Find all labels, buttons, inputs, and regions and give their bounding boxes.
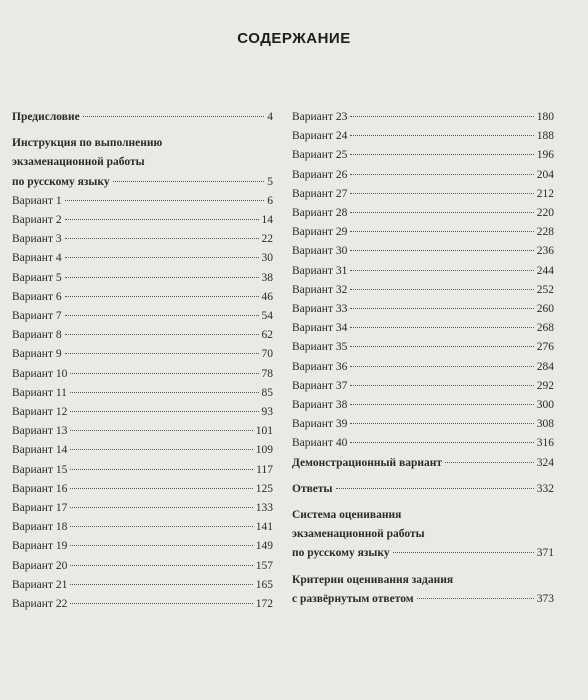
toc-entry-title: Вариант 9 xyxy=(12,348,62,361)
toc-entry-row xyxy=(12,441,273,460)
toc-entry xyxy=(292,415,554,434)
dot-leader xyxy=(350,423,533,424)
toc-page-number: 276 xyxy=(536,341,554,354)
toc-entry-row xyxy=(12,230,273,249)
toc-entry-title: Вариант 38 xyxy=(292,399,348,412)
toc-page-number: 62 xyxy=(261,329,273,342)
toc-entry-title: Вариант 31 xyxy=(292,264,348,277)
dot-leader xyxy=(445,462,534,463)
toc-entry xyxy=(292,242,554,261)
toc-entry-title: Вариант 6 xyxy=(12,290,62,303)
toc-page-number: 125 xyxy=(255,482,273,495)
toc-entry xyxy=(292,319,554,338)
toc-page-number: 5 xyxy=(267,175,273,188)
dot-leader xyxy=(350,442,533,443)
toc-entry xyxy=(12,595,273,614)
toc-entry-title: Вариант 24 xyxy=(292,130,348,143)
toc-entry xyxy=(292,434,554,453)
page-title: СОДЕРЖАНИЕ xyxy=(237,30,351,47)
toc-entry-title: Демонстрационный вариант xyxy=(292,456,442,469)
toc-entry-title: Вариант 22 xyxy=(12,598,68,611)
toc-entry xyxy=(292,300,554,319)
toc-page-number: 236 xyxy=(536,245,554,258)
toc-entry-row xyxy=(292,454,554,473)
dot-leader xyxy=(65,219,259,220)
toc-entry-row xyxy=(292,338,554,357)
dot-leader xyxy=(350,385,533,386)
toc-entry xyxy=(12,365,273,384)
dot-leader xyxy=(350,154,533,155)
toc-entry-row xyxy=(292,146,554,165)
dot-leader xyxy=(70,411,258,412)
toc-entry-row xyxy=(12,288,273,307)
toc-entry xyxy=(12,537,273,556)
dot-leader xyxy=(70,584,252,585)
toc-entry xyxy=(292,204,554,223)
toc-entry xyxy=(292,454,554,473)
toc-entry xyxy=(292,108,554,127)
toc-entry xyxy=(12,326,273,345)
toc-page-number: 316 xyxy=(536,437,554,450)
toc-entry-row xyxy=(292,281,554,300)
toc-entry-line: Инструкция по выполнению xyxy=(12,137,163,150)
toc-page-number: 133 xyxy=(255,502,273,515)
dot-leader xyxy=(70,392,259,393)
toc-entry-row xyxy=(292,319,554,338)
dot-leader xyxy=(70,545,252,546)
toc-entry xyxy=(12,249,273,268)
dot-leader xyxy=(70,526,252,527)
dot-leader xyxy=(350,231,533,232)
dot-leader xyxy=(350,346,533,347)
toc-entry xyxy=(292,262,554,281)
toc-entry-title: Вариант 36 xyxy=(292,360,348,373)
toc-entry-title: Вариант 30 xyxy=(292,245,348,258)
toc-entry-title: Ответы xyxy=(292,482,333,495)
toc-entry-title: Вариант 18 xyxy=(12,521,68,534)
toc-page-number: 101 xyxy=(255,425,273,438)
toc-entry xyxy=(12,557,273,576)
toc-entry xyxy=(12,108,273,127)
dot-leader xyxy=(83,116,265,117)
toc-entry-line: Критерии оценивания задания xyxy=(292,573,454,586)
dot-leader xyxy=(350,366,533,367)
toc-entry-title: Предисловие xyxy=(12,111,80,123)
dot-leader xyxy=(65,353,259,354)
toc-entry xyxy=(12,345,273,364)
dot-leader xyxy=(65,257,259,258)
dot-leader xyxy=(65,296,259,297)
toc-entry xyxy=(292,146,554,165)
toc-entry-line: Система оценивания xyxy=(292,509,402,522)
toc-entry-title: Вариант 37 xyxy=(292,379,348,392)
toc-page-number: 157 xyxy=(255,559,273,572)
toc-entry-title: Вариант 23 xyxy=(292,111,348,123)
toc-entry-row xyxy=(12,461,273,480)
toc-entry-row xyxy=(292,415,554,434)
toc-entry xyxy=(292,223,554,242)
toc-page-number: 300 xyxy=(536,399,554,412)
toc-entry-row xyxy=(12,557,273,576)
toc-page-number: 85 xyxy=(261,386,273,399)
toc-entry-row xyxy=(12,269,273,288)
toc-entry-row xyxy=(292,204,554,223)
dot-leader xyxy=(70,507,252,508)
toc-page-number: 141 xyxy=(255,521,273,534)
toc-entry xyxy=(292,396,554,415)
toc-page-number: 204 xyxy=(536,168,554,181)
toc-entry-row xyxy=(292,480,554,499)
toc-entry-row xyxy=(292,166,554,185)
toc-entry-title: Вариант 1 xyxy=(12,194,62,207)
toc-entry xyxy=(292,127,554,146)
toc-entry xyxy=(12,441,273,460)
toc-entry-row xyxy=(292,127,554,146)
toc-entry xyxy=(292,358,554,377)
toc-entry-row xyxy=(292,396,554,415)
toc-entry xyxy=(12,499,273,518)
toc-entry-row xyxy=(12,326,273,345)
toc-entry xyxy=(292,185,554,204)
toc-entry-title: Вариант 15 xyxy=(12,463,68,476)
toc-page-number: 30 xyxy=(261,252,273,265)
toc-page-number: 196 xyxy=(536,149,554,162)
toc-entry-row xyxy=(12,307,273,326)
toc-entry-title: Вариант 11 xyxy=(12,386,67,399)
toc-page-number: 228 xyxy=(536,226,554,239)
toc-page-number: 6 xyxy=(267,194,273,207)
toc-page-number: 4 xyxy=(267,111,273,123)
toc-entry-title: Вариант 13 xyxy=(12,425,68,438)
toc-entry-row xyxy=(12,211,273,230)
toc-entry-row xyxy=(12,384,273,403)
toc-entry xyxy=(292,166,554,185)
toc-left-column xyxy=(12,108,273,614)
toc-entry-title: Вариант 34 xyxy=(292,322,348,335)
toc-entry-title: Вариант 39 xyxy=(292,418,348,431)
toc-entry-row xyxy=(12,365,273,384)
toc-page-number: 292 xyxy=(536,379,554,392)
toc-entry-title: Вариант 28 xyxy=(292,207,348,220)
toc-page-number: 54 xyxy=(261,310,273,323)
toc-page-number: 117 xyxy=(256,463,273,476)
dot-leader xyxy=(350,308,533,309)
toc-entry-title: Вариант 16 xyxy=(12,482,68,495)
toc-entry xyxy=(12,307,273,326)
toc-entry xyxy=(12,576,273,595)
toc-entry-row xyxy=(12,192,273,211)
toc-entry-row xyxy=(292,223,554,242)
dot-leader xyxy=(70,373,258,374)
dot-leader xyxy=(65,315,259,316)
toc-page-number: 260 xyxy=(536,303,554,316)
dot-leader xyxy=(350,135,533,136)
dot-leader xyxy=(113,181,265,182)
toc-entry-title: Вариант 20 xyxy=(12,559,68,572)
toc-entry-row xyxy=(292,590,554,609)
dot-leader xyxy=(350,270,533,271)
dot-leader xyxy=(350,404,533,405)
toc-entry xyxy=(292,506,554,564)
toc-entry xyxy=(12,461,273,480)
toc-entry-title: Вариант 17 xyxy=(12,502,68,515)
dot-leader xyxy=(70,565,252,566)
toc-page-number: 38 xyxy=(261,271,273,284)
toc-right-column xyxy=(292,108,554,609)
toc-entry xyxy=(292,480,554,499)
toc-entry-title: с развёрнутым ответом xyxy=(292,592,414,605)
toc-entry xyxy=(292,338,554,357)
toc-entry-row xyxy=(292,358,554,377)
toc-entry-title: Вариант 12 xyxy=(12,406,68,419)
dot-leader xyxy=(350,212,533,213)
dot-leader xyxy=(70,469,253,470)
dot-leader xyxy=(350,116,533,117)
dot-leader xyxy=(336,488,534,489)
toc-page-number: 78 xyxy=(261,367,273,380)
toc-entry xyxy=(12,422,273,441)
toc-page-number: 268 xyxy=(536,322,554,335)
toc-page-number: 220 xyxy=(536,207,554,220)
toc-entry-title: Вариант 4 xyxy=(12,252,62,265)
toc-entry xyxy=(12,518,273,537)
toc-entry xyxy=(12,480,273,499)
toc-page-number: 373 xyxy=(536,592,554,605)
toc-entry xyxy=(12,211,273,230)
toc-entry-title: Вариант 5 xyxy=(12,271,62,284)
toc-entry-row xyxy=(292,544,554,563)
toc-page-number: 46 xyxy=(261,290,273,303)
toc-entry-row xyxy=(12,173,273,192)
toc-entry-title: Вариант 33 xyxy=(292,303,348,316)
toc-entry-row xyxy=(292,185,554,204)
toc-page-number: 22 xyxy=(261,233,273,246)
toc-page-number: 149 xyxy=(255,540,273,553)
toc-entry-title: Вариант 21 xyxy=(12,578,68,591)
dot-leader xyxy=(65,200,265,201)
toc-entry-row xyxy=(12,518,273,537)
dot-leader xyxy=(350,174,533,175)
toc-entry-title: Вариант 25 xyxy=(292,149,348,162)
dot-leader xyxy=(350,250,533,251)
toc-entry-title: по русскому языку xyxy=(12,175,110,188)
toc-page-number: 14 xyxy=(261,214,273,227)
toc-entry-row xyxy=(292,262,554,281)
dot-leader xyxy=(65,334,259,335)
toc-page-number: 332 xyxy=(536,482,554,495)
toc-page-number: 212 xyxy=(536,187,554,200)
dot-leader xyxy=(65,238,259,239)
toc-entry-title: Вариант 35 xyxy=(292,341,348,354)
toc-entry-row xyxy=(292,300,554,319)
toc-entry xyxy=(12,230,273,249)
toc-entry-title: Вариант 3 xyxy=(12,233,62,246)
dot-leader xyxy=(70,430,252,431)
toc-entry-row xyxy=(292,434,554,453)
toc-entry-title: Вариант 27 xyxy=(292,187,348,200)
toc-entry-row xyxy=(12,576,273,595)
toc-entry-row xyxy=(292,242,554,261)
dot-leader xyxy=(70,449,252,450)
toc-entry-title: Вариант 19 xyxy=(12,540,68,553)
toc-entry-row xyxy=(12,345,273,364)
toc-entry-line: экзаменационной работы xyxy=(292,528,425,541)
toc-entry-row xyxy=(12,422,273,441)
toc-entry-title: Вариант 14 xyxy=(12,444,68,457)
toc-page-number: 252 xyxy=(536,283,554,296)
toc-page-number: 244 xyxy=(536,264,554,277)
toc-entry xyxy=(12,403,273,422)
toc-page-number: 324 xyxy=(536,456,554,469)
toc-entry-title: Вариант 32 xyxy=(292,283,348,296)
toc-entry-row xyxy=(12,537,273,556)
toc-page-number: 180 xyxy=(536,111,554,123)
dot-leader xyxy=(350,289,533,290)
toc-entry-row xyxy=(292,377,554,396)
toc-entry xyxy=(12,288,273,307)
toc-entry-title: Вариант 7 xyxy=(12,310,62,323)
toc-entry-row xyxy=(292,108,554,127)
toc-entry-title: Вариант 40 xyxy=(292,437,348,450)
toc-entry xyxy=(292,571,554,609)
toc-page-number: 165 xyxy=(255,578,273,591)
toc-page-number: 109 xyxy=(255,444,273,457)
toc-entry xyxy=(12,134,273,192)
toc-entry-title: Вариант 26 xyxy=(292,168,348,181)
toc-entry-row xyxy=(12,480,273,499)
toc-page-number: 308 xyxy=(536,418,554,431)
toc-entry xyxy=(12,192,273,211)
toc-entry xyxy=(12,384,273,403)
toc-entry-line: экзаменационной работы xyxy=(12,156,145,169)
toc-entry-row xyxy=(12,403,273,422)
toc-entry-title: Вариант 2 xyxy=(12,214,62,227)
toc-page-number: 284 xyxy=(536,360,554,373)
toc-entry xyxy=(292,281,554,300)
toc-page-number: 70 xyxy=(261,348,273,361)
toc-entry-title: Вариант 29 xyxy=(292,226,348,239)
dot-leader xyxy=(393,552,534,553)
dot-leader xyxy=(70,488,252,489)
toc-entry-title: по русскому языку xyxy=(292,547,390,560)
toc-page-number: 172 xyxy=(255,598,273,611)
dot-leader xyxy=(350,193,533,194)
toc-page-number: 188 xyxy=(536,130,554,143)
toc-page-number: 93 xyxy=(261,406,273,419)
dot-leader xyxy=(70,603,252,604)
toc-entry-title: Вариант 10 xyxy=(12,367,68,380)
toc-entry-row xyxy=(12,595,273,614)
toc-entry-row xyxy=(12,499,273,518)
toc-entry xyxy=(292,377,554,396)
toc-entry-title: Вариант 8 xyxy=(12,329,62,342)
dot-leader xyxy=(65,277,259,278)
toc-entry xyxy=(12,269,273,288)
toc-page-number: 371 xyxy=(536,547,554,560)
toc-entry-row xyxy=(12,249,273,268)
dot-leader xyxy=(417,598,534,599)
dot-leader xyxy=(350,327,533,328)
toc-entry-row xyxy=(12,108,273,127)
